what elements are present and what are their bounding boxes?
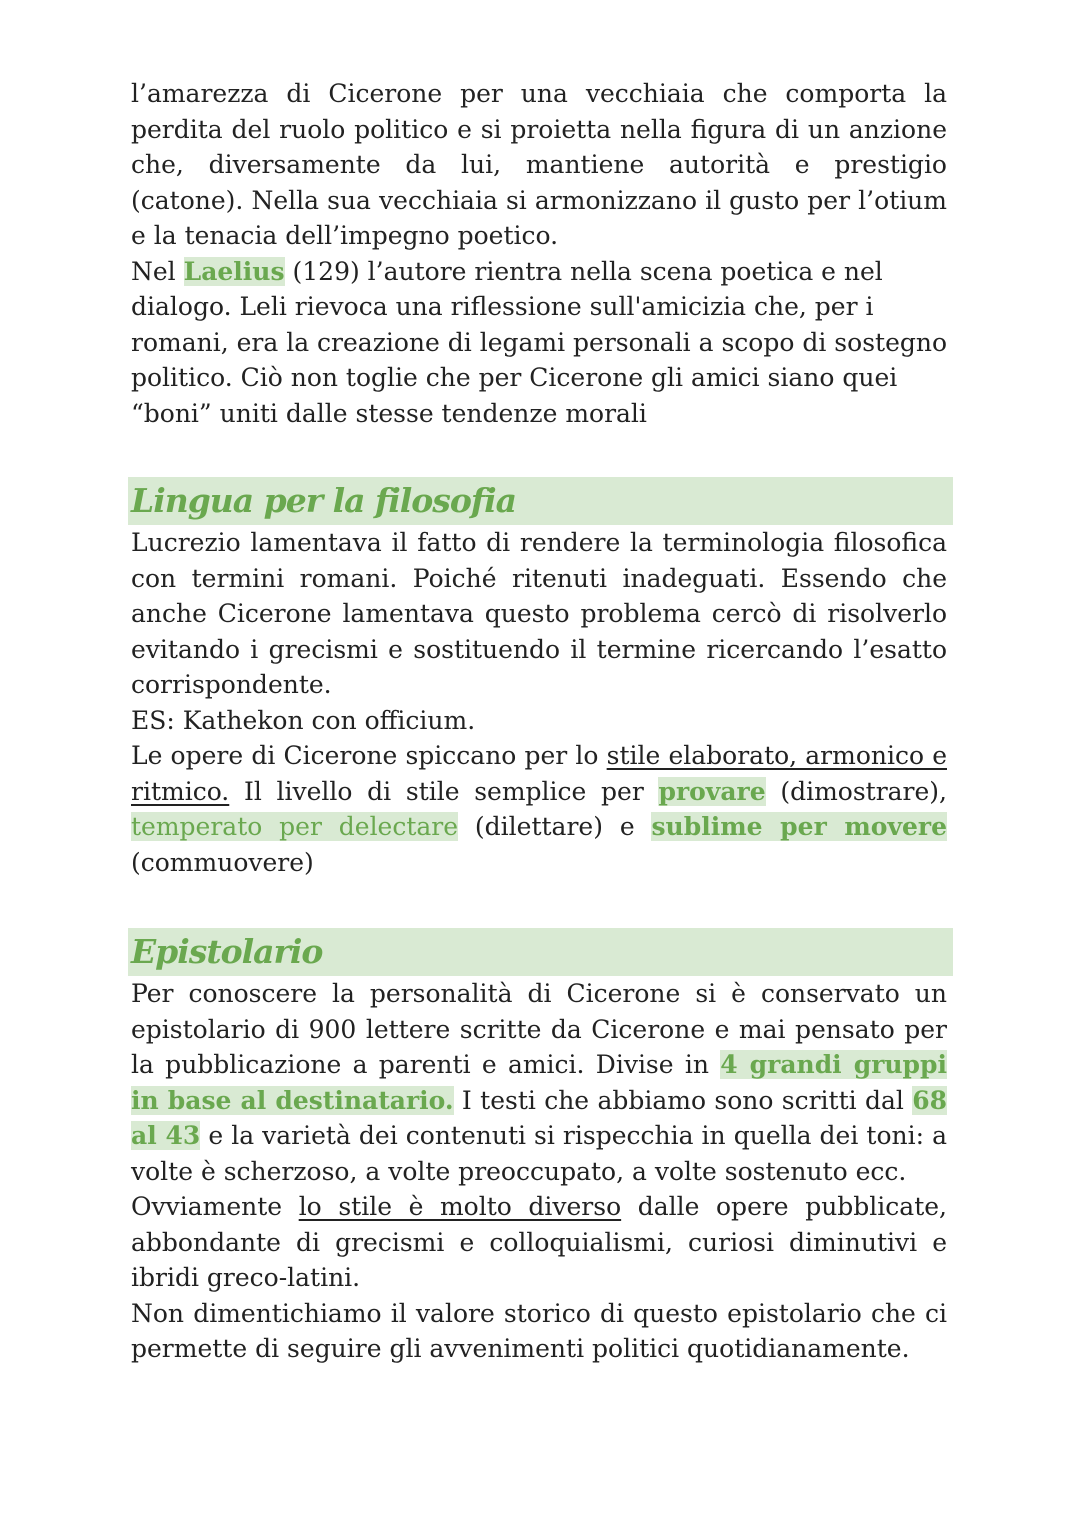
underline-stile-diverso: lo stile è molto diverso — [298, 1192, 622, 1221]
epistolario-paragraph-3: Non dimentichiamo il valore storico di questo epistolario che ci permette di seguire gli avvenimenti politici quotidianamente. — [131, 1298, 947, 1363]
highlight-provare: provare — [658, 776, 766, 806]
highlight-temperato: temperato per delectare — [131, 812, 459, 841]
lingua-paragraph-2: ES: Kathekon con officium. — [131, 705, 476, 735]
section-heading-epistolario: Epistolario — [128, 928, 953, 976]
epistolario-paragraph-1: Per conoscere la personalità di Cicerone si è conservato un epistolario di 900 lettere scritte da Cicerone e mai pensato per la pubblicazione a parenti e amici. Divise in 4 grandi gruppi in base al destinatario. I testi che abbiamo sono scritti dal 68 al 43 e la varietà dei contenuti si rispecchia in quella dei toni: a volte è scherzoso, a volte preoccupato, a volte sostenuto ecc. — [131, 979, 948, 1186]
epistolario-paragraph-2: Ovviamente lo stile è molto diverso dalle opere pubblicate, abbondante di grecismi e colloquialismi, curiosi diminutivi e ibridi greco-latini. — [131, 1192, 947, 1292]
section-heading-lingua: Lingua per la filosofia — [128, 477, 953, 525]
highlight-gruppi: 4 grandi gruppi in base al destinatario. — [131, 1050, 948, 1115]
underline-stile: stile elaborato, armonico e ritmico. — [131, 741, 947, 806]
intro-paragraph-1: l’amarezza di Cicerone per una vecchiaia che comporta la perdita del ruolo politico e si proietta nella figura di un anzione che, diversamente da lui, mantiene autorità e prestigio (catone). Nella sua vecchiaia si armonizzano il gusto per l’otium e la tenacia dell’impegno poetico. — [131, 79, 947, 250]
highlight-date: 68 al 43 — [131, 1085, 948, 1150]
document-page — [131, 76, 947, 1367]
highlight-sublime: sublime per movere — [651, 812, 947, 841]
highlight-laelius: Laelius — [183, 256, 285, 286]
lingua-paragraph-3: Le opere di Cicerone spiccano per lo stile elaborato, armonico e ritmico. Il livello di stile semplice per provare (dimostrare), temperato per delectare (dilettare) e sublime per movere (commuovere) — [131, 741, 948, 877]
lingua-paragraph-1: Lucrezio lamentava il fatto di rendere la terminologia filosofica con termini romani. Poiché ritenuti inadeguati. Essendo che anche Cicerone lamentava questo problema cercò di risolverlo evitando i grecismi e sostituendo il termine ricercando l’esatto corrispondente. — [131, 528, 947, 699]
intro-paragraph-2: Nel Laelius (129) l’autore rientra nella scena poetica e nel dialogo. Leli rievoca una riflessione sull'amicizia che, per i romani, era la creazione di legami personali a scopo di sostegno politico. Ciò non toglie che per Cicerone gli amici siano quei “boni” uniti dalle stesse tendenze morali — [131, 256, 948, 428]
